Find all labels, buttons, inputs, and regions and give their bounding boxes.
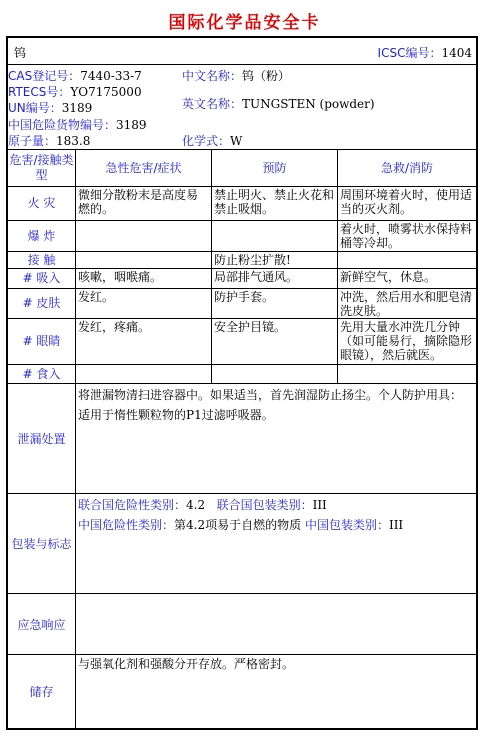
cn-dg-number (8, 118, 147, 132)
column-divider (75, 383, 76, 728)
cell-prevention (212, 365, 337, 383)
formula-value: W (230, 134, 243, 148)
cell-prevention: 禁止明火、禁止火花和禁止吸烟。 (214, 188, 335, 216)
row-type-contact: 接 触 (27, 252, 56, 267)
formula-label: 化学式： (182, 134, 231, 148)
cn-group-label: 中国包装类别： (304, 518, 389, 532)
row-type-eyes: # 眼睛 (22, 334, 61, 348)
en-name-value: TUNGSTEN (powder) (242, 97, 375, 111)
un-group-label: 联合国包装类别： (216, 498, 313, 512)
cell-symptoms (76, 365, 211, 383)
cell-first-aid: 周围环境着火时，使用适当的灭火剂。 (340, 188, 473, 216)
row-type-explosion: 爆 炸 (27, 228, 56, 243)
column-divider (75, 149, 76, 383)
storage-label: 储存 (29, 685, 54, 699)
cn-dg-value: 3189 (116, 118, 147, 132)
cell-prevention: 防护手套。 (214, 290, 275, 304)
row-type-inhalation: # 吸入 (22, 271, 61, 285)
cn-name-value: 钨（粉） (242, 69, 291, 83)
spill-label: 泄漏处置 (17, 432, 66, 446)
cn-name-label: 中文名称： (182, 69, 243, 83)
column-divider (337, 149, 338, 383)
chemical-name: 钨 (14, 46, 27, 60)
header-symptoms: 急性危害/症状 (105, 160, 182, 175)
cell-prevention: 局部排气通风。 (214, 270, 299, 284)
row-type-ingestion: # 食入 (22, 366, 61, 381)
cell-symptoms: 发红，疼痛。 (78, 320, 151, 334)
un-label: UN编号： (8, 101, 62, 115)
cell-symptoms (76, 252, 211, 268)
rtecs-value: YO7175000 (70, 85, 142, 99)
packaging-text (76, 494, 474, 593)
un-hazard-label: 联合国危险性类别： (78, 498, 187, 512)
cas-number (8, 69, 142, 83)
formula (182, 134, 242, 148)
column-divider (211, 149, 212, 383)
cn-hazard-value: 第4.2项易于自燃的物质 (174, 518, 302, 532)
cell-first-aid: 先用大量水冲洗几分钟（如可能易行，摘除隐形眼镜），然后就医。 (340, 320, 473, 362)
cn-group-value: III (388, 518, 404, 532)
cell-first-aid: 着火时，喷雾状水保持料桶等冷却。 (340, 222, 473, 250)
packaging-un-line (78, 495, 472, 515)
mw-value: 183.8 (56, 134, 91, 148)
cell-prevention: 防止粉尘扩散! (214, 253, 291, 267)
en-name-label: 英文名称： (182, 97, 243, 111)
icsc-value: 1404 (441, 46, 472, 60)
row-type-skin: # 皮肤 (22, 296, 61, 310)
page-title: 国际化学品安全卡 (168, 13, 321, 33)
header-type: 危害/接触类型 (9, 153, 74, 182)
header-prevention: 预防 (262, 160, 287, 175)
spill-text: 将泄漏物清扫进容器中。如果适当，首先润湿防止扬尘。个人防护用具：适用于惰性颗粒物的P1过滤呼吸器。 (78, 388, 463, 422)
cn-hazard-label: 中国危险性类别： (78, 518, 175, 532)
divider (8, 64, 476, 65)
un-hazard-value: 4.2 (186, 498, 206, 512)
emergency-label: 应急响应 (17, 617, 66, 632)
safety-card (6, 36, 478, 730)
cell-symptoms: 发红。 (78, 290, 115, 304)
en-name (182, 97, 375, 111)
cell-prevention (212, 221, 337, 251)
cell-symptoms: 咳嗽，咽喉痛。 (78, 270, 163, 284)
header-first-aid: 急救/消防 (380, 160, 434, 175)
cell-first-aid (338, 365, 476, 383)
cell-symptoms (76, 221, 211, 251)
cell-first-aid (338, 252, 476, 268)
storage-text: 与强氧化剂和强酸分开存放。严格密封。 (78, 657, 295, 671)
row-type-fire: 火 灾 (27, 196, 56, 210)
emergency-text (76, 594, 474, 654)
cas-label: CAS登记号： (8, 69, 81, 83)
cell-first-aid: 新鲜空气，休息。 (340, 270, 437, 284)
atomic-weight (8, 134, 90, 148)
cell-prevention: 安全护目镜。 (214, 320, 287, 334)
cas-value: 7440-33-7 (80, 69, 142, 83)
icsc-number (378, 46, 472, 60)
un-group-value: III (312, 498, 327, 512)
packaging-label: 包装与标志 (11, 537, 72, 551)
cell-symptoms: 微细分散粉末是高度易燃的。 (78, 188, 199, 216)
icsc-label: ICSC编号： (377, 46, 442, 60)
un-number (8, 101, 92, 115)
rtecs-label: RTECS号： (8, 85, 71, 99)
rtecs-number (8, 85, 142, 99)
packaging-cn-line (78, 515, 472, 535)
cn-dg-label: 中国危险货物编号： (8, 118, 117, 132)
mw-label: 原子量： (8, 134, 57, 148)
cell-first-aid: 冲洗，然后用水和肥皂清洗皮肤。 (340, 290, 473, 318)
cn-name (182, 69, 290, 83)
un-value: 3189 (61, 101, 93, 115)
